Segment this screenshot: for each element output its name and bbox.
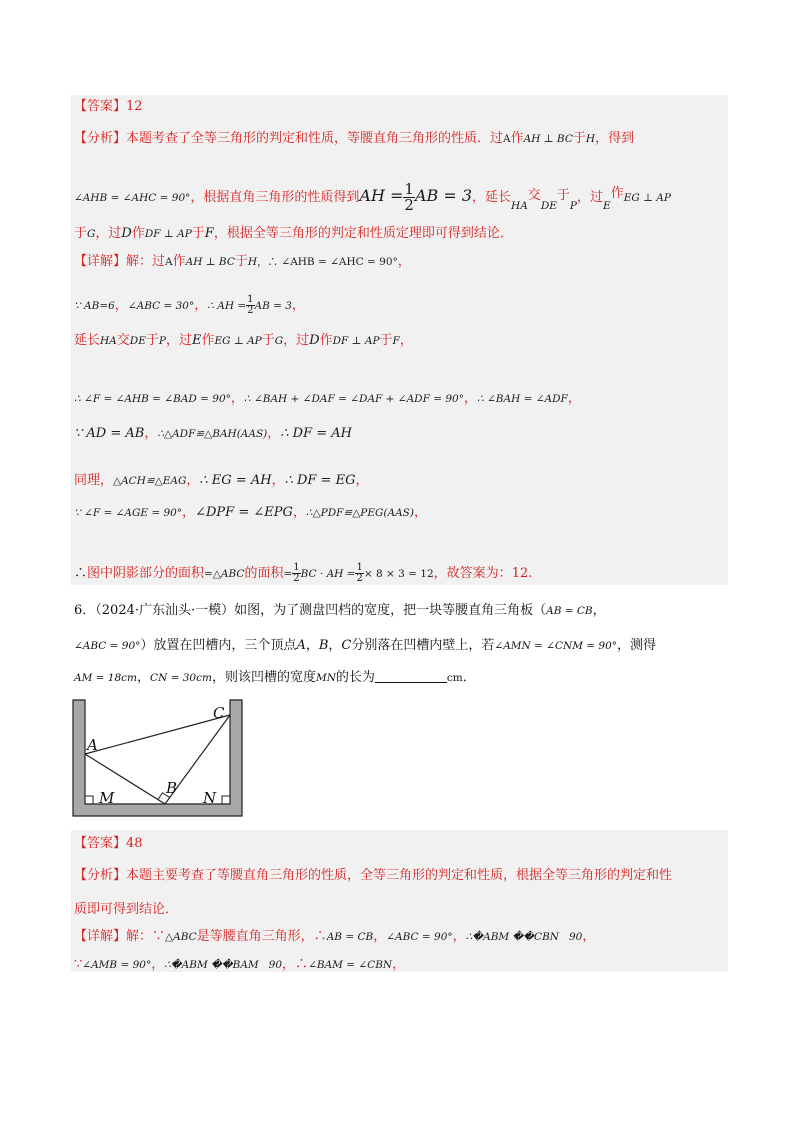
detail2-line-2: ∵∠AMB = 90°，∴�ABM ��BAM 90，∴∠BAM = ∠CBN， [74, 957, 406, 972]
detail-line-4: ∴ ∠F = ∠AHB = ∠BAD = 90°，∴ ∠BAH + ∠DAF = ∠DAF + ∠ADF = 90°，∴ ∠BAH = ∠ADF， [74, 391, 581, 406]
analysis-line-2: ∠AHB = ∠AHC = 90°，根据直角三角形的性质得到AH = $\frac{1}{2}$ AB = 3，延长$_{HA}$交$_{DE}$于$_P$，过$_E$作EG ⊥ AP [74, 180, 671, 214]
groove-figure [70, 698, 250, 822]
fraction-half: $\frac{1}{2}$ [404, 180, 414, 214]
detail-line-1: 【详解】解：过A作AH ⊥ BC于H，∴ ∠AHB = ∠AHC = 90°， [74, 254, 411, 269]
analysis2-line-1: 【分析】本题主要考查了等腰直角三角形的性质，全等三角形的判定和性质，根据全等三角形的判定和性 [74, 868, 673, 883]
question-6-line-1: 6．（2024·广东汕头·一模）如图，为了测盘凹档的宽度，把一块等腰直角三角板（AB = CB， [74, 603, 606, 618]
label-B: B [166, 779, 178, 797]
label-M: M [99, 789, 115, 807]
label-N: N [203, 789, 217, 807]
answer-blank[interactable] [375, 668, 447, 683]
analysis2-line-2: 质即可得到结论． [74, 902, 179, 917]
label-C: C [213, 704, 225, 722]
label-A: A [87, 736, 98, 754]
segment-AC [85, 715, 230, 754]
detail-line-3: 延长HA交DE于P，过E作EG ⊥ AP于G，过D作DF ⊥ AP于F， [74, 333, 413, 348]
analysis-tag: 【分析】 [74, 131, 127, 146]
detail-line-7: ∵ ∠F = ∠AGE = 90°，∠DPF = ∠EPG，∴△PDF≌△PEG(AAS)， [74, 505, 427, 520]
question-6-line-3: AM = 18cm，CN = 30cm，则该凹槽的宽度MN的长为 cm． [74, 670, 476, 685]
detail-line-6: 同理，△ACH≌△EAG，∴ EG = AH，∴ DF = EG， [74, 473, 369, 488]
answer-line-2: 【答案】48 [74, 836, 143, 851]
detail-line-5: ∵ AD = AB，∴△ADF≌△BAH(AAS)，∴ DF = AH [74, 426, 353, 441]
answer-tag: 【答案】 [74, 99, 127, 114]
segment-AB [85, 754, 165, 804]
detail-line-8: ∴图中阴影部分的面积=△ABC的面积= $\frac{1}{2}$ BC · AH = $\frac{1}{2}$ × 8 × 3 = 12，故答案为：12. [74, 562, 533, 584]
analysis-line-3: 于G，过D作DF ⊥ AP于F，根据全等三角形的判定和性质定理即可得到结论． [74, 226, 513, 241]
answer-value: 12 [126, 99, 143, 114]
detail-tag: 【详解】 [74, 254, 127, 269]
right-angle-N [222, 796, 230, 804]
detail2-line-1: 【详解】解：∵△ABC是等腰直角三角形，∴AB = CB，∠ABC = 90°，∴�ABM ��CBN 90， [74, 929, 596, 944]
right-angle-M [85, 796, 93, 804]
question-6-line-2: ∠ABC = 90°）放置在凹槽内，三个顶点A，B，C分别落在凹槽内壁上，若∠AMN = ∠CNM = 90°，测得 [74, 638, 657, 653]
detail-line-2: ∵ AB=6，∠ABC = 30°，∴ AH = $\frac{1}{2}$ AB = 3， [74, 294, 305, 316]
answer-line-1 [74, 97, 143, 117]
analysis-line-1: 【分析】本题考查了全等三角形的判定和性质，等腰直角三角形的性质．过A作AH ⊥ BC于H，得到 [74, 131, 635, 146]
